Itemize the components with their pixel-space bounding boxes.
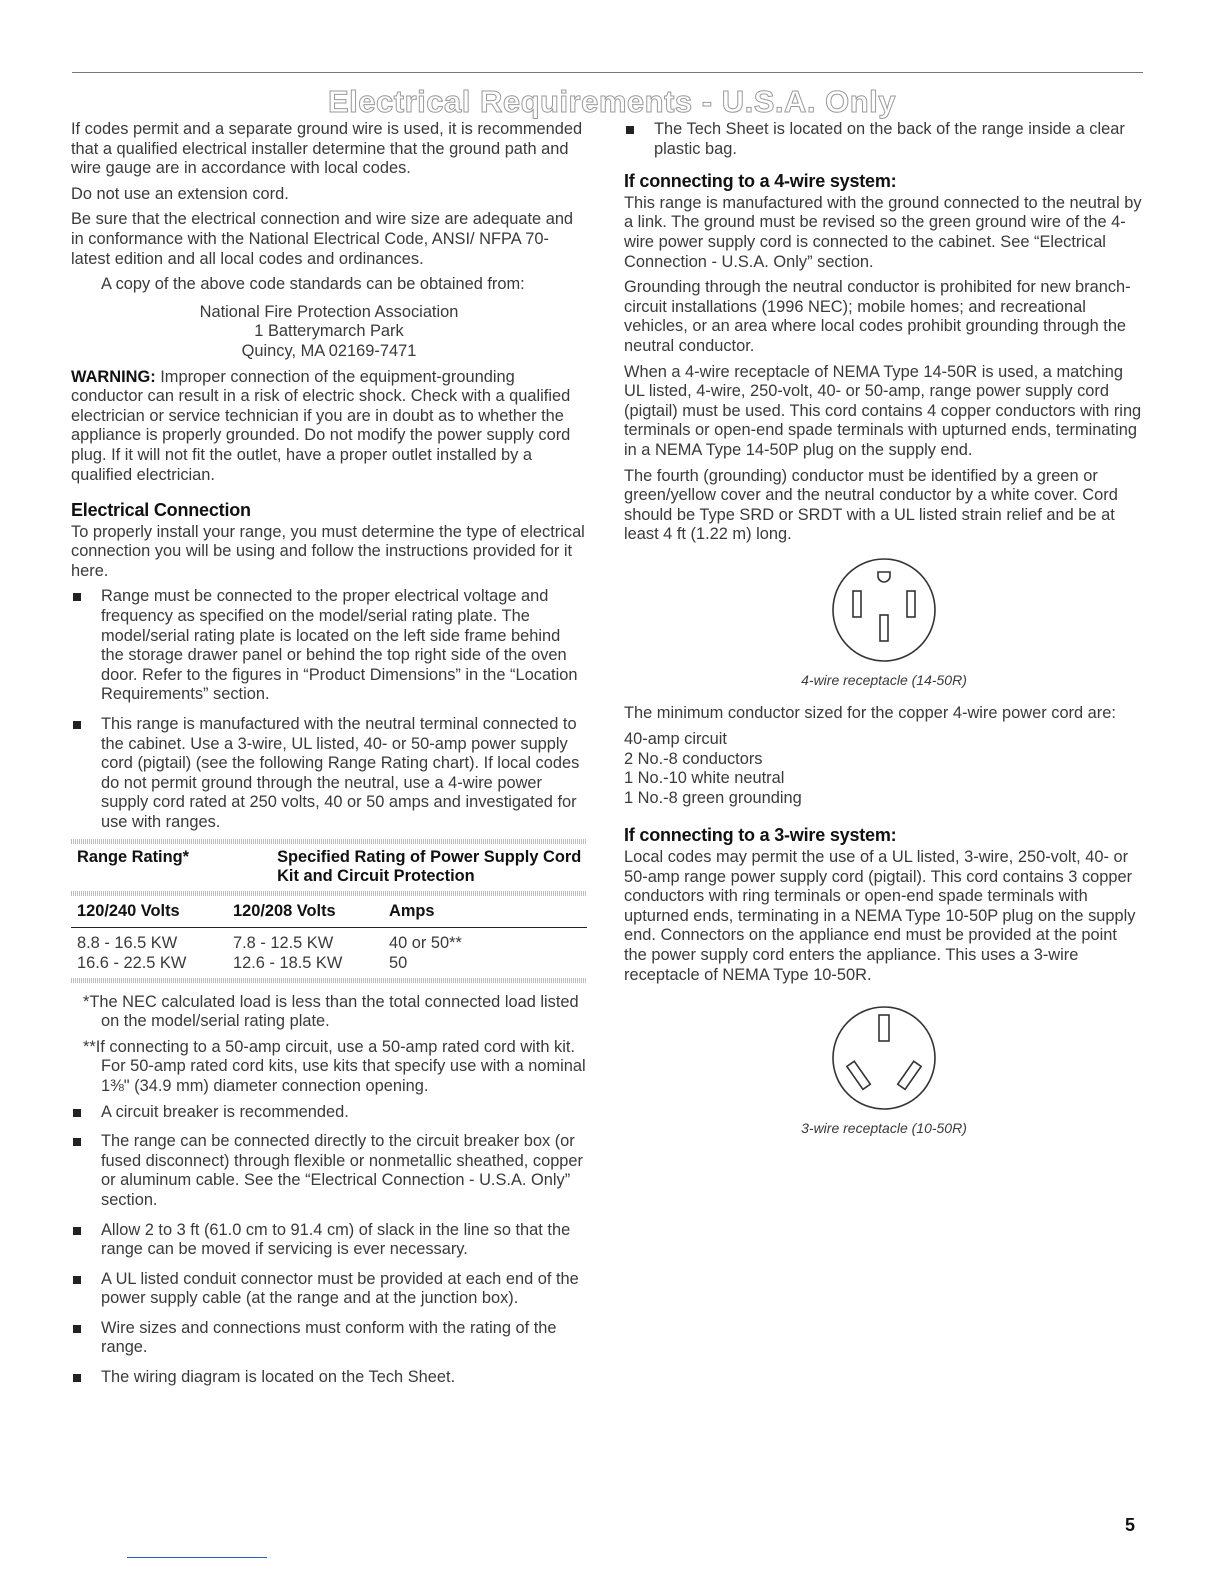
conductor-list: [624, 730, 1144, 808]
table-header: 120/208 Volts: [233, 901, 336, 920]
range-rating-table: [71, 839, 587, 983]
list-item: Wire sizes and connections must conform with the rating of the range.: [71, 1319, 587, 1358]
section-heading: If connecting to a 3-wire system:: [624, 825, 897, 846]
paragraph: Do not use an extension cord.: [71, 184, 289, 203]
left-column: [71, 120, 587, 1398]
table-row: [71, 928, 592, 954]
paragraph: The fourth (grounding) conductor must be identified by a green or green/yellow cover and the neutral conductor by a white cover. Cord should be Type SRD or SRDT with a UL listed strain relief and be at least 4 ft (1.22 m) long.: [624, 466, 1118, 544]
paragraph: If codes permit and a separate ground wire is used, it is recommended that a qualified electrical installer determine that the ground path and wire gauge are in accordance with local codes.: [71, 120, 583, 178]
footer-rule: [127, 1557, 267, 1558]
section-heading: If connecting to a 4-wire system:: [624, 171, 897, 192]
list-item: The Tech Sheet is located on the back of the range inside a clear plastic bag.: [624, 120, 1144, 159]
figure-caption: 4-wire receptacle (14-50R): [801, 671, 967, 688]
bullet-list: [624, 120, 1144, 159]
top-rule: [72, 72, 1143, 73]
page-number: 5: [1125, 1515, 1136, 1535]
table: [71, 844, 592, 891]
list-item: The wiring diagram is located on the Tech Sheet.: [71, 1368, 587, 1388]
list-item: The range can be connected directly to the circuit breaker box (or fused disconnect) through flexible or nonmetallic sheathed, copper or aluminum cable. See the “Electrical Connection - U.S.A. Only” section.: [71, 1132, 587, 1210]
list-item: 40-amp circuit: [624, 730, 727, 749]
address-line: 1 Batterymarch Park: [254, 322, 404, 341]
table-cell: 8.8 - 16.5 KW: [77, 934, 178, 953]
paragraph: A copy of the above code standards can be obtained from:: [101, 275, 525, 294]
paragraph: When a 4-wire receptacle of NEMA Type 14-50R is used, a matching UL listed, 4-wire, 250-volt, 40- or 50-amp, range power supply cord (pigtail) must be used. This cord contains 4 copper conductors with ring terminals or open-end spade terminals with upturned ends, terminating in a NEMA Type 14-50P plug on the supply end.: [624, 362, 1142, 459]
list-item: 2 No.-8 conductors: [624, 749, 763, 768]
paragraph: To properly install your range, you must determine the type of electrical connection you will be using and follow the instructions provided for it here.: [71, 522, 585, 580]
table-header: Range Rating*: [77, 847, 190, 866]
list-item: A UL listed conduit connector must be provided at each end of the power supply cable (at the range and at the junction box).: [71, 1270, 587, 1309]
table-cell: 16.6 - 22.5 KW: [77, 953, 187, 972]
section-heading: Electrical Connection: [71, 500, 251, 521]
address-block: [71, 303, 587, 362]
bullet-list: [71, 587, 587, 832]
paragraph: The minimum conductor sized for the copper 4-wire power cord are:: [624, 704, 1116, 723]
footnote: *The NEC calculated load is less than the total connected load listed on the model/serial rating plate.: [83, 992, 579, 1031]
list-item: Range must be connected to the proper electrical voltage and frequency as specified on the model/serial rating plate. The model/serial rating plate is located on the left side frame behind the storage drawer panel or behind the top right side of the oven door. Refer to the figures in “Product Dimensions” in the “Location Requirements” section.: [71, 587, 587, 705]
footnote: **If connecting to a 50-amp circuit, use a 50-amp rated cord with kit. For 50-amp rated cord kits, use kits that specify use with a nominal 1⅜" (34.9 mm) diameter connection opening.: [83, 1037, 586, 1095]
list-item: This range is manufactured with the neutral terminal connected to the cabinet. Use a 3-wire, UL listed, 40- or 50-amp power supply cord (pigtail) (see the following Range Rating chart). If local codes do not permit ground through the neutral, use a 4-wire power supply cord rated at 250 volts, 40 or 50 amps and investigated for use with ranges.: [71, 715, 587, 833]
table-header: 120/240 Volts: [77, 901, 180, 920]
table: [71, 896, 592, 928]
warning-text: Improper connection of the equipment-grounding conductor can result in a risk of electric shock. Check with a qualified electrician or service technician if you are in doubt as to whether the appliance is properly grounded. Do not modify the power supply cord plug. If it will not fit the outlet, have a proper outlet installed by a qualified electrician.: [71, 367, 571, 484]
address-line: Quincy, MA 02169-7471: [241, 341, 417, 360]
paragraph: This range is manufactured with the ground connected to the neutral by a link. The ground must be revised so the green ground wire of the 4-wire power supply cord is connected to the cabinet. See “Electrical Connection - U.S.A. Only” section.: [624, 193, 1142, 271]
table-cell: 7.8 - 12.5 KW: [233, 934, 334, 953]
table-divider: [71, 978, 587, 983]
paragraph: Grounding through the neutral conductor is prohibited for new branch-circuit installations (1996 NEC); mobile homes; and recreational vehicles, or an area where local codes prohibit grounding through the neutral conductor.: [624, 278, 1131, 355]
address-line: National Fire Protection Association: [199, 302, 459, 321]
three-wire-receptacle-icon: [829, 1003, 939, 1113]
table-cell: 12.6 - 18.5 KW: [233, 953, 343, 972]
table-cell: 50: [389, 953, 408, 972]
warning-paragraph: [71, 368, 587, 486]
table-header: Amps: [389, 901, 435, 920]
page-title: Electrical Requirements - U.S.A. Only: [327, 84, 897, 119]
figure-caption: 3-wire receptacle (10-50R): [801, 1120, 967, 1137]
table-cell: 40 or 50**: [389, 934, 462, 953]
list-item: 1 No.-8 green grounding: [624, 788, 802, 807]
paragraph: Local codes may permit the use of a UL listed, 3-wire, 250-volt, 40- or 50-amp range power supply cord (pigtail). This cord contains 3 copper conductors with ring terminals or open-end spade terminals with upturned ends, terminating in a NEMA Type 10-50P plug on the supply end. Connectors on the appliance end must be provided at the point the power supply cord enters the appliance. This uses a 3-wire receptacle of NEMA Type 10-50R.: [624, 848, 1136, 984]
paragraph: Be sure that the electrical connection and wire size are adequate and in conformance with the National Electrical Code, ANSI/ NFPA 70-latest edition and all local codes and ordinances.: [71, 210, 574, 268]
list-item: Allow 2 to 3 ft (61.0 cm to 91.4 cm) of slack in the line so that the range can be moved if servicing is ever necessary.: [71, 1221, 587, 1260]
right-column: [624, 120, 1144, 1153]
list-item: A circuit breaker is recommended.: [71, 1103, 587, 1123]
table: [71, 928, 592, 977]
bullet-list: [71, 1103, 587, 1388]
four-wire-receptacle-icon: [829, 555, 939, 665]
list-item: 1 No.-10 white neutral: [624, 769, 785, 788]
warning-label: WARNING:: [71, 367, 156, 386]
table-row: [71, 954, 592, 978]
footnotes: [71, 993, 587, 1097]
table-header: Specified Rating of Power Supply Cord Kit and Circuit Protection: [277, 847, 582, 886]
